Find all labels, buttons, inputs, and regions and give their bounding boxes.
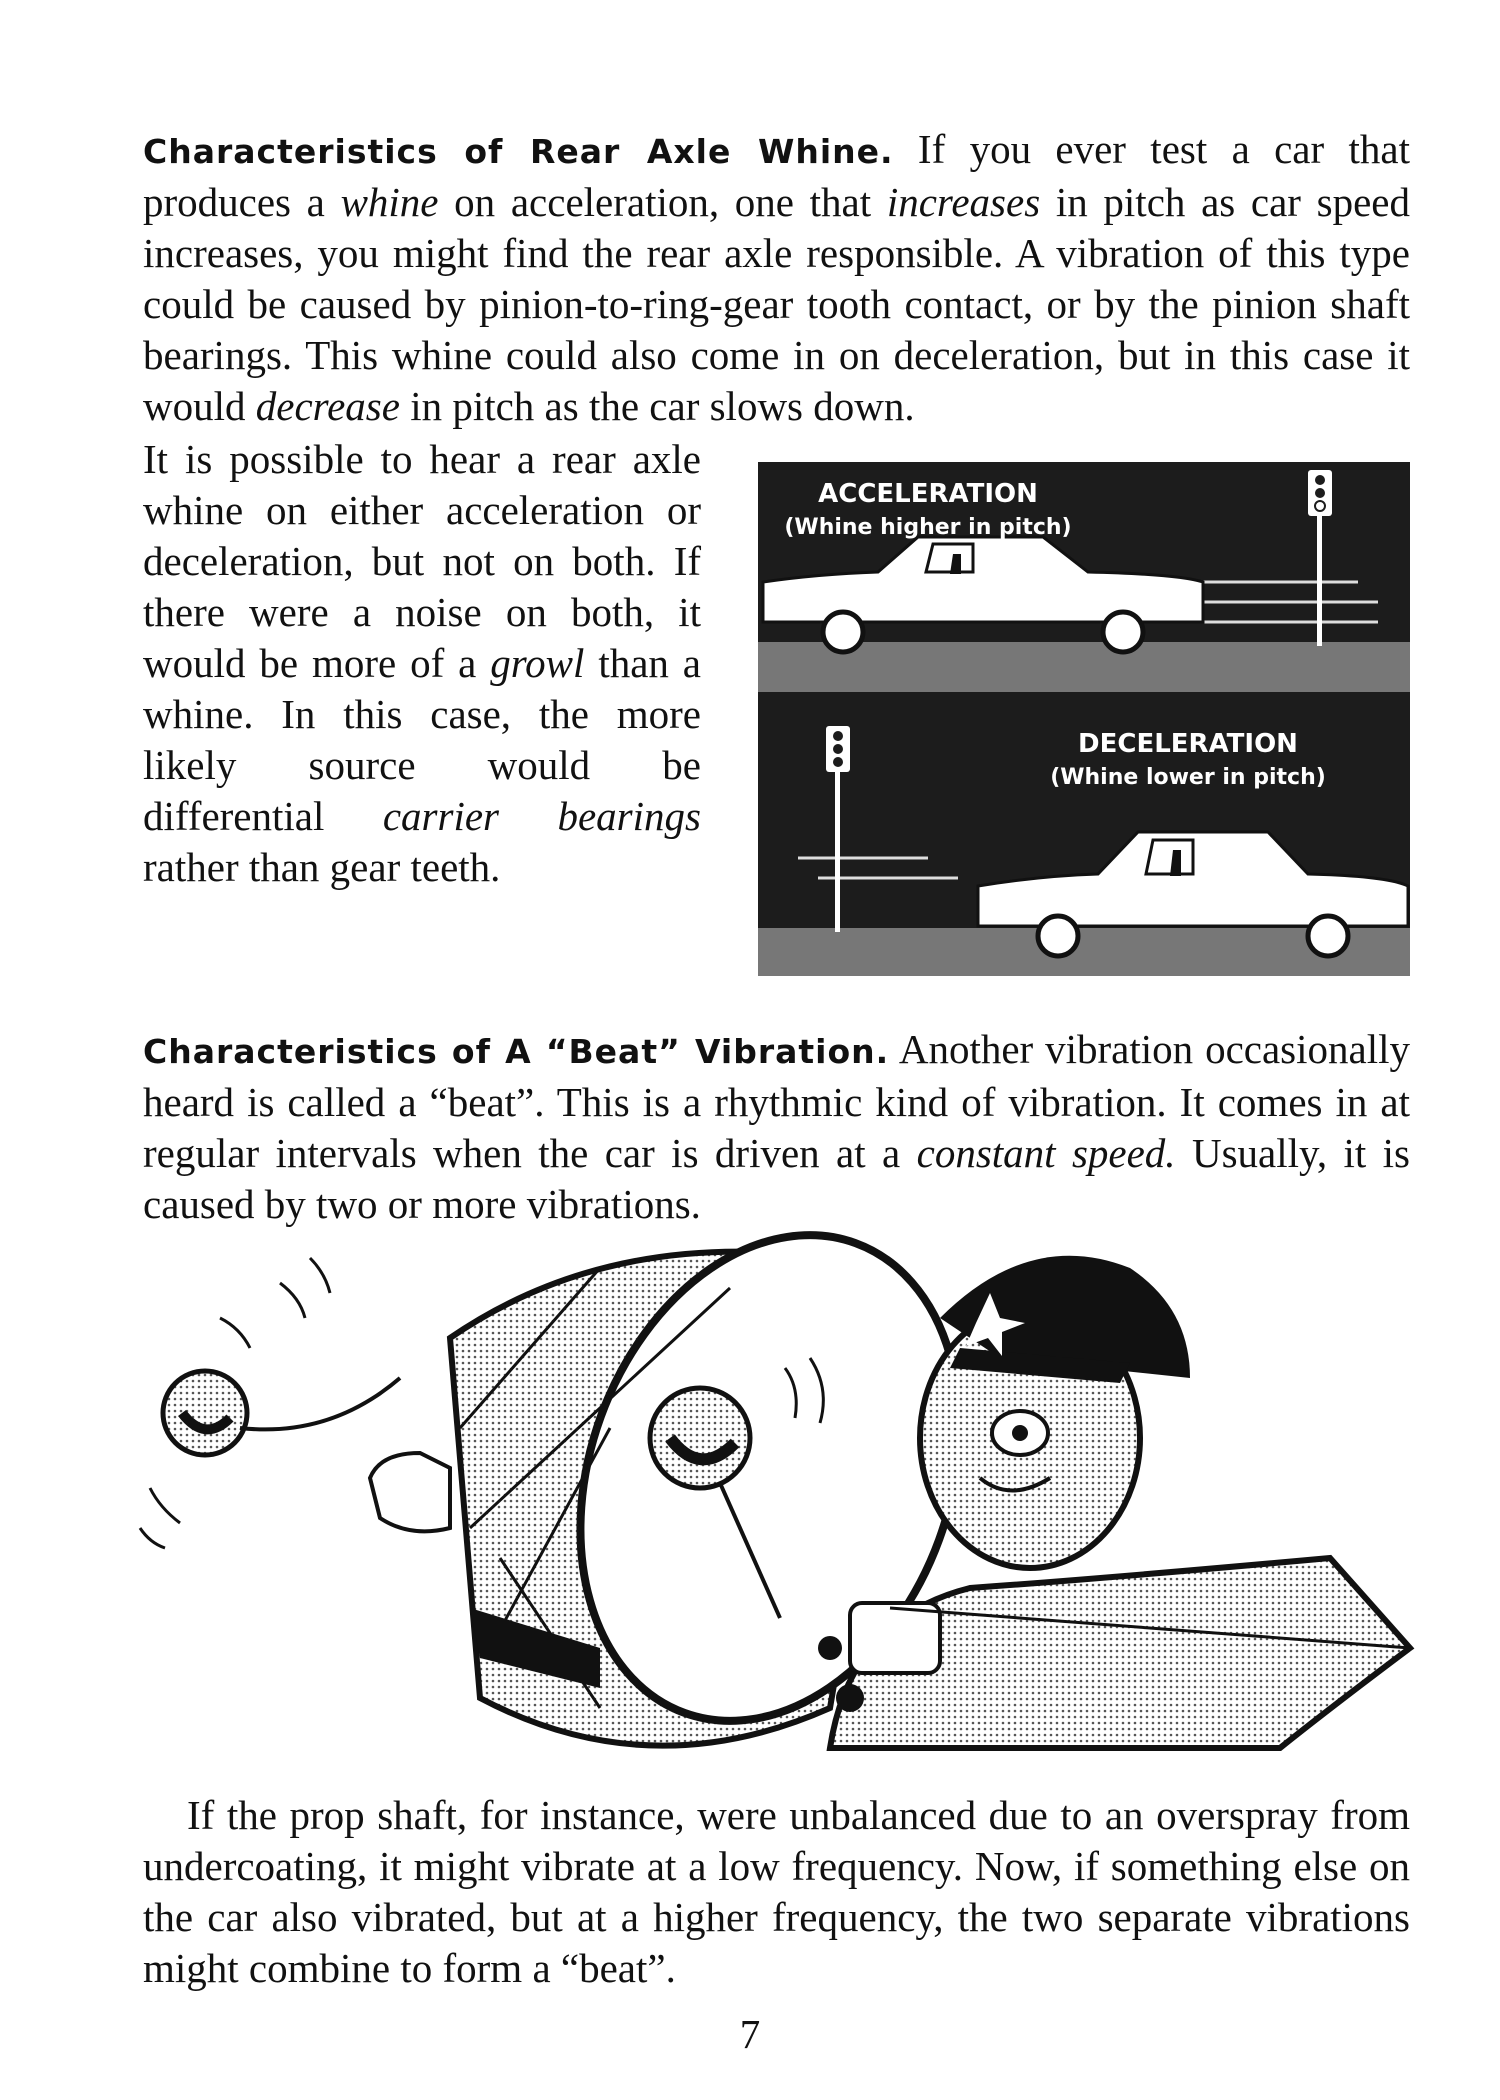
- acceleration-label: ACCELERATION: [818, 479, 1038, 509]
- deceleration-sublabel: (Whine lower in pitch): [1050, 765, 1326, 790]
- page-number: 7: [739, 2011, 761, 2057]
- beat-vibration-heading: Characteristics of A “Beat” Vibration.: [143, 1032, 890, 1071]
- acceleration-deceleration-illustration: [758, 462, 1410, 976]
- prop-shaft-paragraph: If the prop shaft, for instance, were unbalanced due to an overspray from undercoating, it might vibrate at a low frequency. Now, if something else on the car also vibrated, but at a higher frequency, the two separate vibrations might combine to form a “beat”.: [143, 1792, 1410, 1991]
- deceleration-label: DECELERATION: [1078, 729, 1298, 759]
- beat-vibration-paragraph: Characteristics of A “Beat” Vibration. Another vibration occasionally heard is called a “beat”. This is a rhythmic kind of vibration. It comes in at regular intervals when the car is driven at a constant speed. Usually, it is caused by two or more vibrations.: [143, 1026, 1410, 1227]
- rear-axle-whine-paragraph: Characteristics of Rear Axle Whine. If you ever test a car that produces a whine on acceleration, one that increases in pitch as car speed increases, you might find the rear axle responsible. A vibration of this type could be caused by pinion-to-ring-gear tooth contact, or by the pinion shaft bearings. This whine could also come in on deceleration, but in this case it would decrease in pitch as the car slows down.: [143, 126, 1410, 429]
- acceleration-sublabel: (Whine higher in pitch): [784, 515, 1072, 540]
- drummer-illustration: [130, 1228, 1440, 1788]
- whine-growl-paragraph: It is possible to hear a rear axle whine on either acceleration or deceleration, but not on both. If there were a noise on both, it would be more of a growl than a whine. In this case, the more likely source would be differential carrier bearings rather than gear teeth.: [143, 436, 701, 890]
- drum-mallet-icon: [140, 1258, 400, 1548]
- rear-axle-whine-heading: Characteristics of Rear Axle Whine.: [143, 132, 894, 171]
